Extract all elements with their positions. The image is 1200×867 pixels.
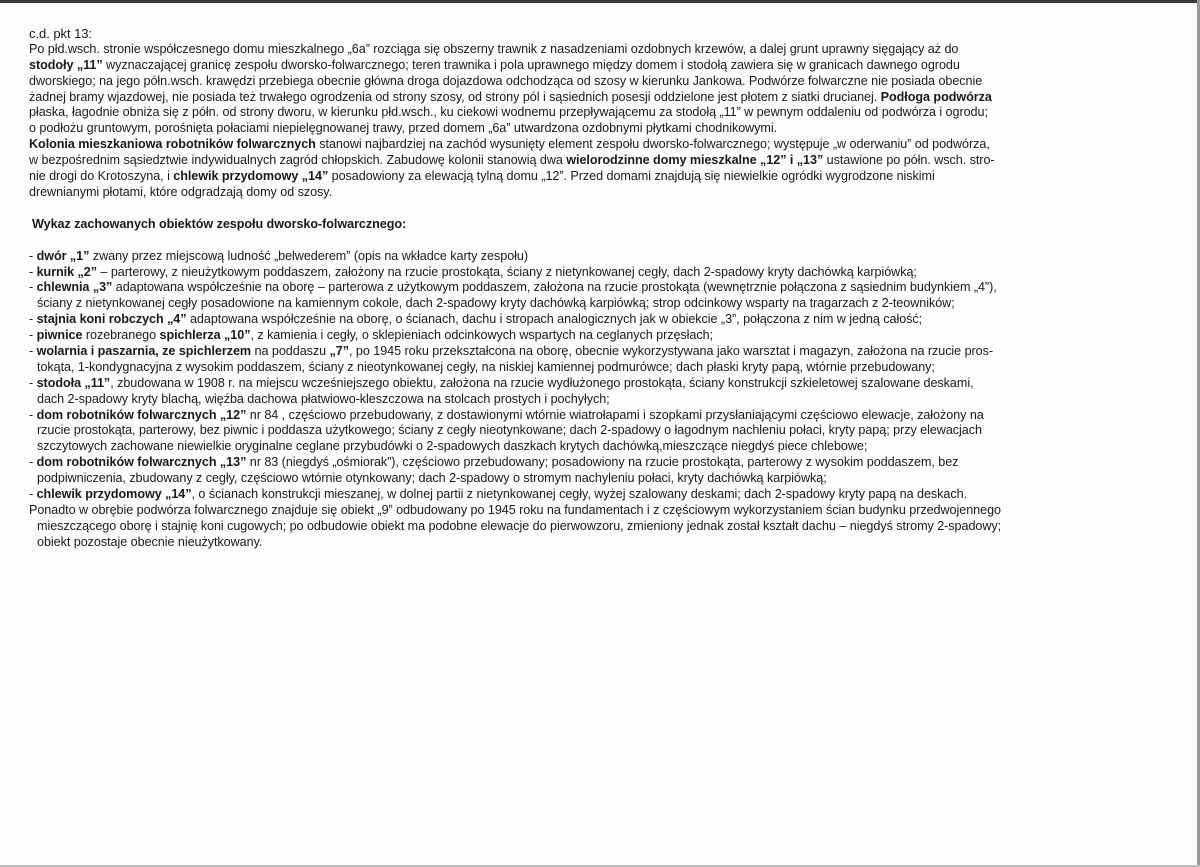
text-run: płaska, łagodnie obniża się z półn. od strony dworu, w kierunku płd.wsch., ku ciekowi wodnemu przepływającemu za stodołą „11” w pewnym oddaleniu od podwórza i ogrodu; (29, 105, 988, 120)
list-title: Wykaz zachowanych obiektów zespołu dworsko-folwarcznego: (32, 216, 407, 231)
text-run: rozebranego (82, 328, 160, 343)
text-line (29, 455, 1179, 471)
spacer (29, 201, 1179, 217)
text-run: stanowi najbardziej na zachód wysunięty element zespołu dworsko-folwarcznego; występuje „w oderwaniu” od podwórza, (315, 137, 990, 152)
bold-run: dom robotników folwarcznych „13” (36, 455, 247, 470)
text-run: , po 1945 roku przekształcona na oborę, obecnie wykorzystywana jako warsztat i magazyn, założona na rzucie pros- (349, 344, 994, 359)
text-run: - (29, 264, 37, 279)
text-line (29, 503, 1179, 519)
text-run: Po płd.wsch. stronie współczesnego domu mieszkalnego „6a” rozciąga się obszerny trawnik z nasadzeniami ozdobnych krzewów, a dalej grunt uprawny sięgający aż do (29, 41, 959, 56)
text-run: wyznaczającej granicę zespołu dworsko-folwarcznego; teren trawnika i pola uprawnego między domem i stodołą zawiera się w granicach dawnego ogrodu (102, 57, 960, 72)
bold-run: „7” (329, 344, 350, 359)
object-list (29, 249, 1179, 503)
text-run: zwany przez miejscową ludność „belwederem” (opis na wkładce karty zespołu) (89, 248, 528, 263)
text-line (29, 312, 1179, 328)
text-run: - (29, 455, 37, 470)
text-run: - (29, 375, 37, 390)
text-line (29, 519, 1179, 535)
bold-run: chlewnia „3” (36, 280, 113, 295)
text-run: dach 2-spadowy kryty blachą, więźba dachowa płatwiowo-kleszczowa na stolcach prostych i pochyłych; (37, 391, 610, 406)
text-line (29, 392, 1179, 408)
text-run: posadowiony za elewacją tylną domu „12”. Przed domami znajdują się niewielkie ogródki wygrodzone niskimi (328, 169, 935, 184)
text-run: ściany z nietynkowanej cegły posadowione na kamiennym cokole, dach 2-spadowy kryty dachówką karpiówką; strop odcinkowy wsparty na tragarzach z 2-teowników; (37, 296, 955, 311)
spacer (29, 233, 1179, 249)
text-run: na poddaszu (251, 344, 330, 359)
text-run: adaptowana współcześnie na oborę, o ścianach, dachu i stropach analogicznych jak w obiekcie „3”, połączona z nim w jedną całość; (186, 312, 923, 327)
text-line (29, 249, 1179, 265)
text-run: podpiwniczenia, zbudowany z cegły, częściowo wtórnie otynkowany; dach 2-spadowy o stromym nachyleniu połaci, kryty dachówką karpiówką; (37, 471, 827, 486)
text-run: - (29, 487, 37, 502)
text-run: nr 84 , częściowo przebudowany, z dostawionymi wtórnie wiatrołapami i szopkami przysłaniającymi częściowo elewacje, założony na (246, 407, 984, 422)
text-line (29, 153, 1179, 169)
text-run: - (29, 407, 37, 422)
text-line (29, 169, 1179, 185)
text-run: nie drogi do Krotoszyna, i (29, 169, 174, 184)
text-run: w bezpośrednim sąsiedztwie indywidualnych zagród chłopskich. Zabudowę kolonii stanowią dwa (29, 153, 567, 168)
text-run: rzucie prostokąta, parterowy, bez piwnic i poddasza użytkowego; ściany z cegły nieotynkowane; dach 2-spadowy o łagodnym nachleniu połaci, kryty papą; przy elewacjach (37, 423, 982, 438)
bold-run: piwnice (36, 328, 83, 343)
bold-run: chlewik przydomowy „14” (36, 487, 192, 502)
text-run: - (29, 312, 37, 327)
scan-edge-top (0, 0, 1200, 3)
text-run: , z kamienia i cegły, o sklepieniach odcinkowych wspartych na ceglanych przęsłach; (250, 328, 714, 343)
text-run: - (29, 248, 37, 263)
bold-run: chlewik przydomowy „14” (173, 169, 329, 184)
paragraph-colony (29, 137, 1179, 201)
text-run: mieszczącego oborę i stajnię koni cugowych; po odbudowie obiekt ma podobne elewacje do pierwowzoru, zmieniony jednak został kształt dachu – niegdyś stromy 2-spadowy; (37, 518, 1002, 533)
bold-run: dwór „1” (36, 248, 90, 263)
text-run: Ponadto w obrębie podwórza folwarcznego znajduje się obiekt „9” odbudowany po 1945 roku na fundamentach i z częściowym wykorzystaniem ścian budynku przedwojennego (29, 502, 1001, 517)
text-run: – parterowy, z nieużytkowym poddaszem, założony na rzucie prostokąta, ściany z nietynkowanej cegły, dach 2-spadowy kryty dachówką karpiówką; (96, 264, 917, 279)
text-run: o podłożu gruntowym, porośnięta połaciami niepielęgnowanej trawy, przed domem „6a” utwardzona ozdobnymi płytkami chodnikowymi. (29, 121, 778, 136)
bold-run: Kolonia mieszkaniowa robotników folwarcznych (29, 137, 316, 152)
text-line (29, 90, 1179, 106)
text-line (29, 185, 1179, 201)
bold-run: spichlerza „10” (159, 328, 251, 343)
bold-run: kurnik „2” (36, 264, 97, 279)
bold-run: stodoła „11” (36, 375, 111, 390)
text-run: nr 83 (niegdyś „ośmiorak”), częściowo przebudowany; posadowiony na rzucie prostokąta, parterowy z wysokim poddaszem, bez (246, 455, 959, 470)
text-line (29, 328, 1179, 344)
text-line (29, 408, 1179, 424)
text-run: adaptowana współcześnie na oborę – parterowa z użytkowym poddaszem, założona na rzucie prostokąta (wewnętrznie połączona z sąsiednim budynkiem „4”), (112, 280, 997, 295)
bold-run: Podłoga podwórza (880, 89, 992, 104)
section-header: c.d. pkt 13: (29, 26, 92, 41)
bold-run: wolarnia i paszarnia, ze spichlerzem (36, 344, 252, 359)
text-line (29, 121, 1179, 137)
text-line (29, 423, 1179, 439)
text-run: dworskiego; na jego półn.wsch. krawędzi przebiega obecnie główna droga dojazdowa odchodząca od szosy w kierunku Jankowa. Podwórze folwarczne nie posiada obecnie (29, 73, 983, 88)
text-line (29, 439, 1179, 455)
text-line (29, 376, 1179, 392)
text-run: - (29, 328, 37, 343)
text-line (29, 280, 1179, 296)
text-line (29, 296, 1179, 312)
paragraph-yard (29, 42, 1179, 137)
text-run: , o ścianach konstrukcji mieszanej, w dolnej partii z nietynkowanej cegły, wyżej szalowany deskami; dach 2-spadowy kryty papą na deskach. (191, 487, 968, 502)
text-line (29, 360, 1179, 376)
text-line (29, 535, 1179, 551)
text-run: żadnej bramy wjazdowej, nie posiada też trwałego ogrodzenia od strony szosy, od strony pól i sąsiednich posesji oddzielone jest płotem z siatki drucianej. (29, 89, 881, 104)
bold-run: dom robotników folwarcznych „12” (36, 407, 247, 422)
bold-run: stajnia koni robczych „4” (36, 312, 187, 327)
text-line (29, 58, 1179, 74)
text-line (29, 471, 1179, 487)
text-run: obiekt pozostaje obecnie nieużytkowany. (37, 534, 263, 549)
bold-run: stodoły „11” (29, 57, 103, 72)
text-run: drewnianymi płotami, które odgradzają domy od szosy. (29, 184, 333, 199)
text-line (29, 344, 1179, 360)
text-line (29, 137, 1179, 153)
text-run: - (29, 280, 37, 295)
text-line (29, 487, 1179, 503)
text-line (29, 265, 1179, 281)
text-line (29, 74, 1179, 90)
document-body (29, 26, 1179, 551)
text-run: - (29, 344, 37, 359)
text-line (29, 42, 1179, 58)
paragraph-object-9 (29, 503, 1179, 551)
text-run: ustawione po półn. wsch. stro- (823, 153, 995, 168)
text-run: tokąta, 1-kondygnacyjna z wysokim poddaszem, ściany z nieotynkowanej cegły, na niskiej kamiennej podmurówce; dach płaski kryty papą, wtórnie przebudowany; (37, 359, 935, 374)
text-run: szczytowych zachowane niewielkie oryginalne ceglane przybudówki o 2-spadowych daszkach krytych dachówką,mieszczące niegdyś piece chlebowe; (37, 439, 868, 454)
text-run: , zbudowana w 1908 r. na miejscu wcześniejszego obiektu, założona na rzucie wydłużonego prostokąta, ściany konstrukcji szkieletowej szalowane deskami, (110, 375, 974, 390)
bold-run: wielorodzinne domy mieszkalne „12” i „13” (566, 153, 824, 168)
text-line (29, 105, 1179, 121)
